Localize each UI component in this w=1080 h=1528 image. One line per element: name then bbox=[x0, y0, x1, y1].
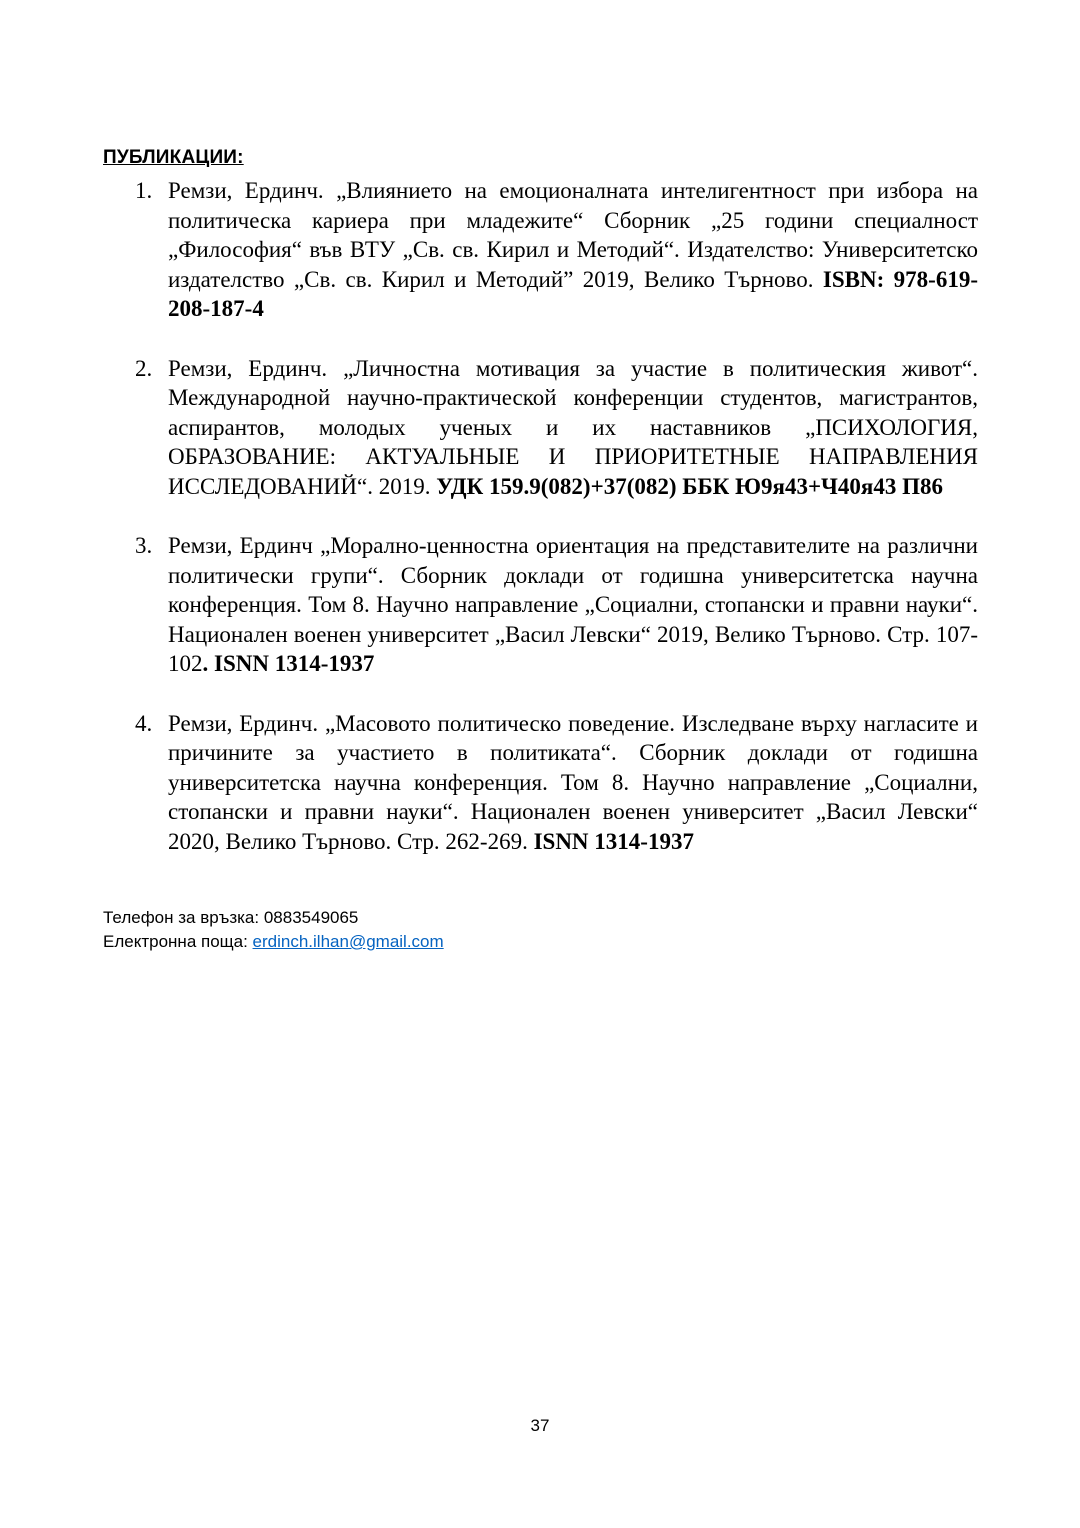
publication-identifier: ISBN: 978-619-208-187-4 bbox=[168, 266, 978, 321]
publication-number: 1. bbox=[135, 178, 153, 203]
publication-citation: Ремзи, Ердинч. „Личностна мотивация за участие в политическия живот“. Международной научно-практической конференции студентов, магистрантов, аспирантов, молодых ученых и их наставников „ПСИХОЛОГИЯ, ОБРАЗОВАНИЕ: АКТУАЛЬНЫЕ И ПРИОРИТЕТНЫЕ НАПРАВЛЕНИЯ ИССЛЕДОВАНИЙ“. 2019. bbox=[168, 355, 978, 499]
publication-item bbox=[135, 531, 978, 679]
publication-identifier: УДК 159.9(082)+37(082) ББК Ю9я43+Ч40я43 П86 bbox=[436, 473, 944, 499]
publication-identifier: ISNN 1314-1937 bbox=[533, 828, 694, 854]
email-line bbox=[103, 930, 444, 954]
publication-text bbox=[168, 178, 978, 321]
publication-list bbox=[135, 176, 978, 856]
publication-citation: Ремзи, Ердинч „Морално-ценностна ориентация на представителите на различни политически групи“. Сборник доклади от годишна университетска научна конференция. Том 8. Научно направление „Социални, стопански и правни науки“. Национален военен университет „Васил Левски“ 2019, Велико Търново. Стр. 107-102 bbox=[168, 533, 978, 676]
publication-item bbox=[135, 354, 978, 502]
publication-citation: Ремзи, Ердинч. „Влиянието на емоционалната интелигентност при избора на политическа кариера при младежите“ Сборник „25 години специалност „Философия“ във ВТУ „Св. св. Кирил и Методий“. Издателство: Университетско издателство „Св. св. Кирил и Методий” 2019, Велико Търново. bbox=[168, 178, 978, 292]
section-heading: ПУБЛИКАЦИИ: bbox=[103, 147, 244, 168]
publication-item bbox=[135, 176, 978, 324]
publication-number: 3. bbox=[135, 533, 153, 558]
contact-block bbox=[103, 906, 444, 954]
publication-text bbox=[168, 533, 978, 676]
phone-line bbox=[103, 906, 444, 930]
publication-citation: Ремзи, Ердинч. „Масовото политическо поведение. Изследване върху нагласите и причините за участието в политиката“. Сборник доклади от годишна университетска научна конференция. Том 8. Научно направление „Социални, стопански и правни науки“. Национален военен университет „Васил Левски“ 2020, Велико Търново. Стр. 262-269. bbox=[168, 710, 978, 854]
publication-identifier: . ISNN 1314-1937 bbox=[202, 651, 375, 676]
email-label: Електронна поща: bbox=[103, 932, 253, 951]
publication-number: 2. bbox=[135, 355, 153, 381]
page-number: 37 bbox=[530, 1416, 550, 1435]
phone-number: 0883549065 bbox=[263, 908, 359, 927]
phone-label: Телефон за връзка: bbox=[103, 908, 264, 927]
publication-text bbox=[168, 356, 978, 499]
publication-item bbox=[135, 709, 978, 857]
publication-number: 4. bbox=[135, 710, 153, 736]
publication-text bbox=[168, 711, 978, 854]
email-link[interactable]: erdinch.ilhan@gmail.com bbox=[252, 932, 444, 951]
